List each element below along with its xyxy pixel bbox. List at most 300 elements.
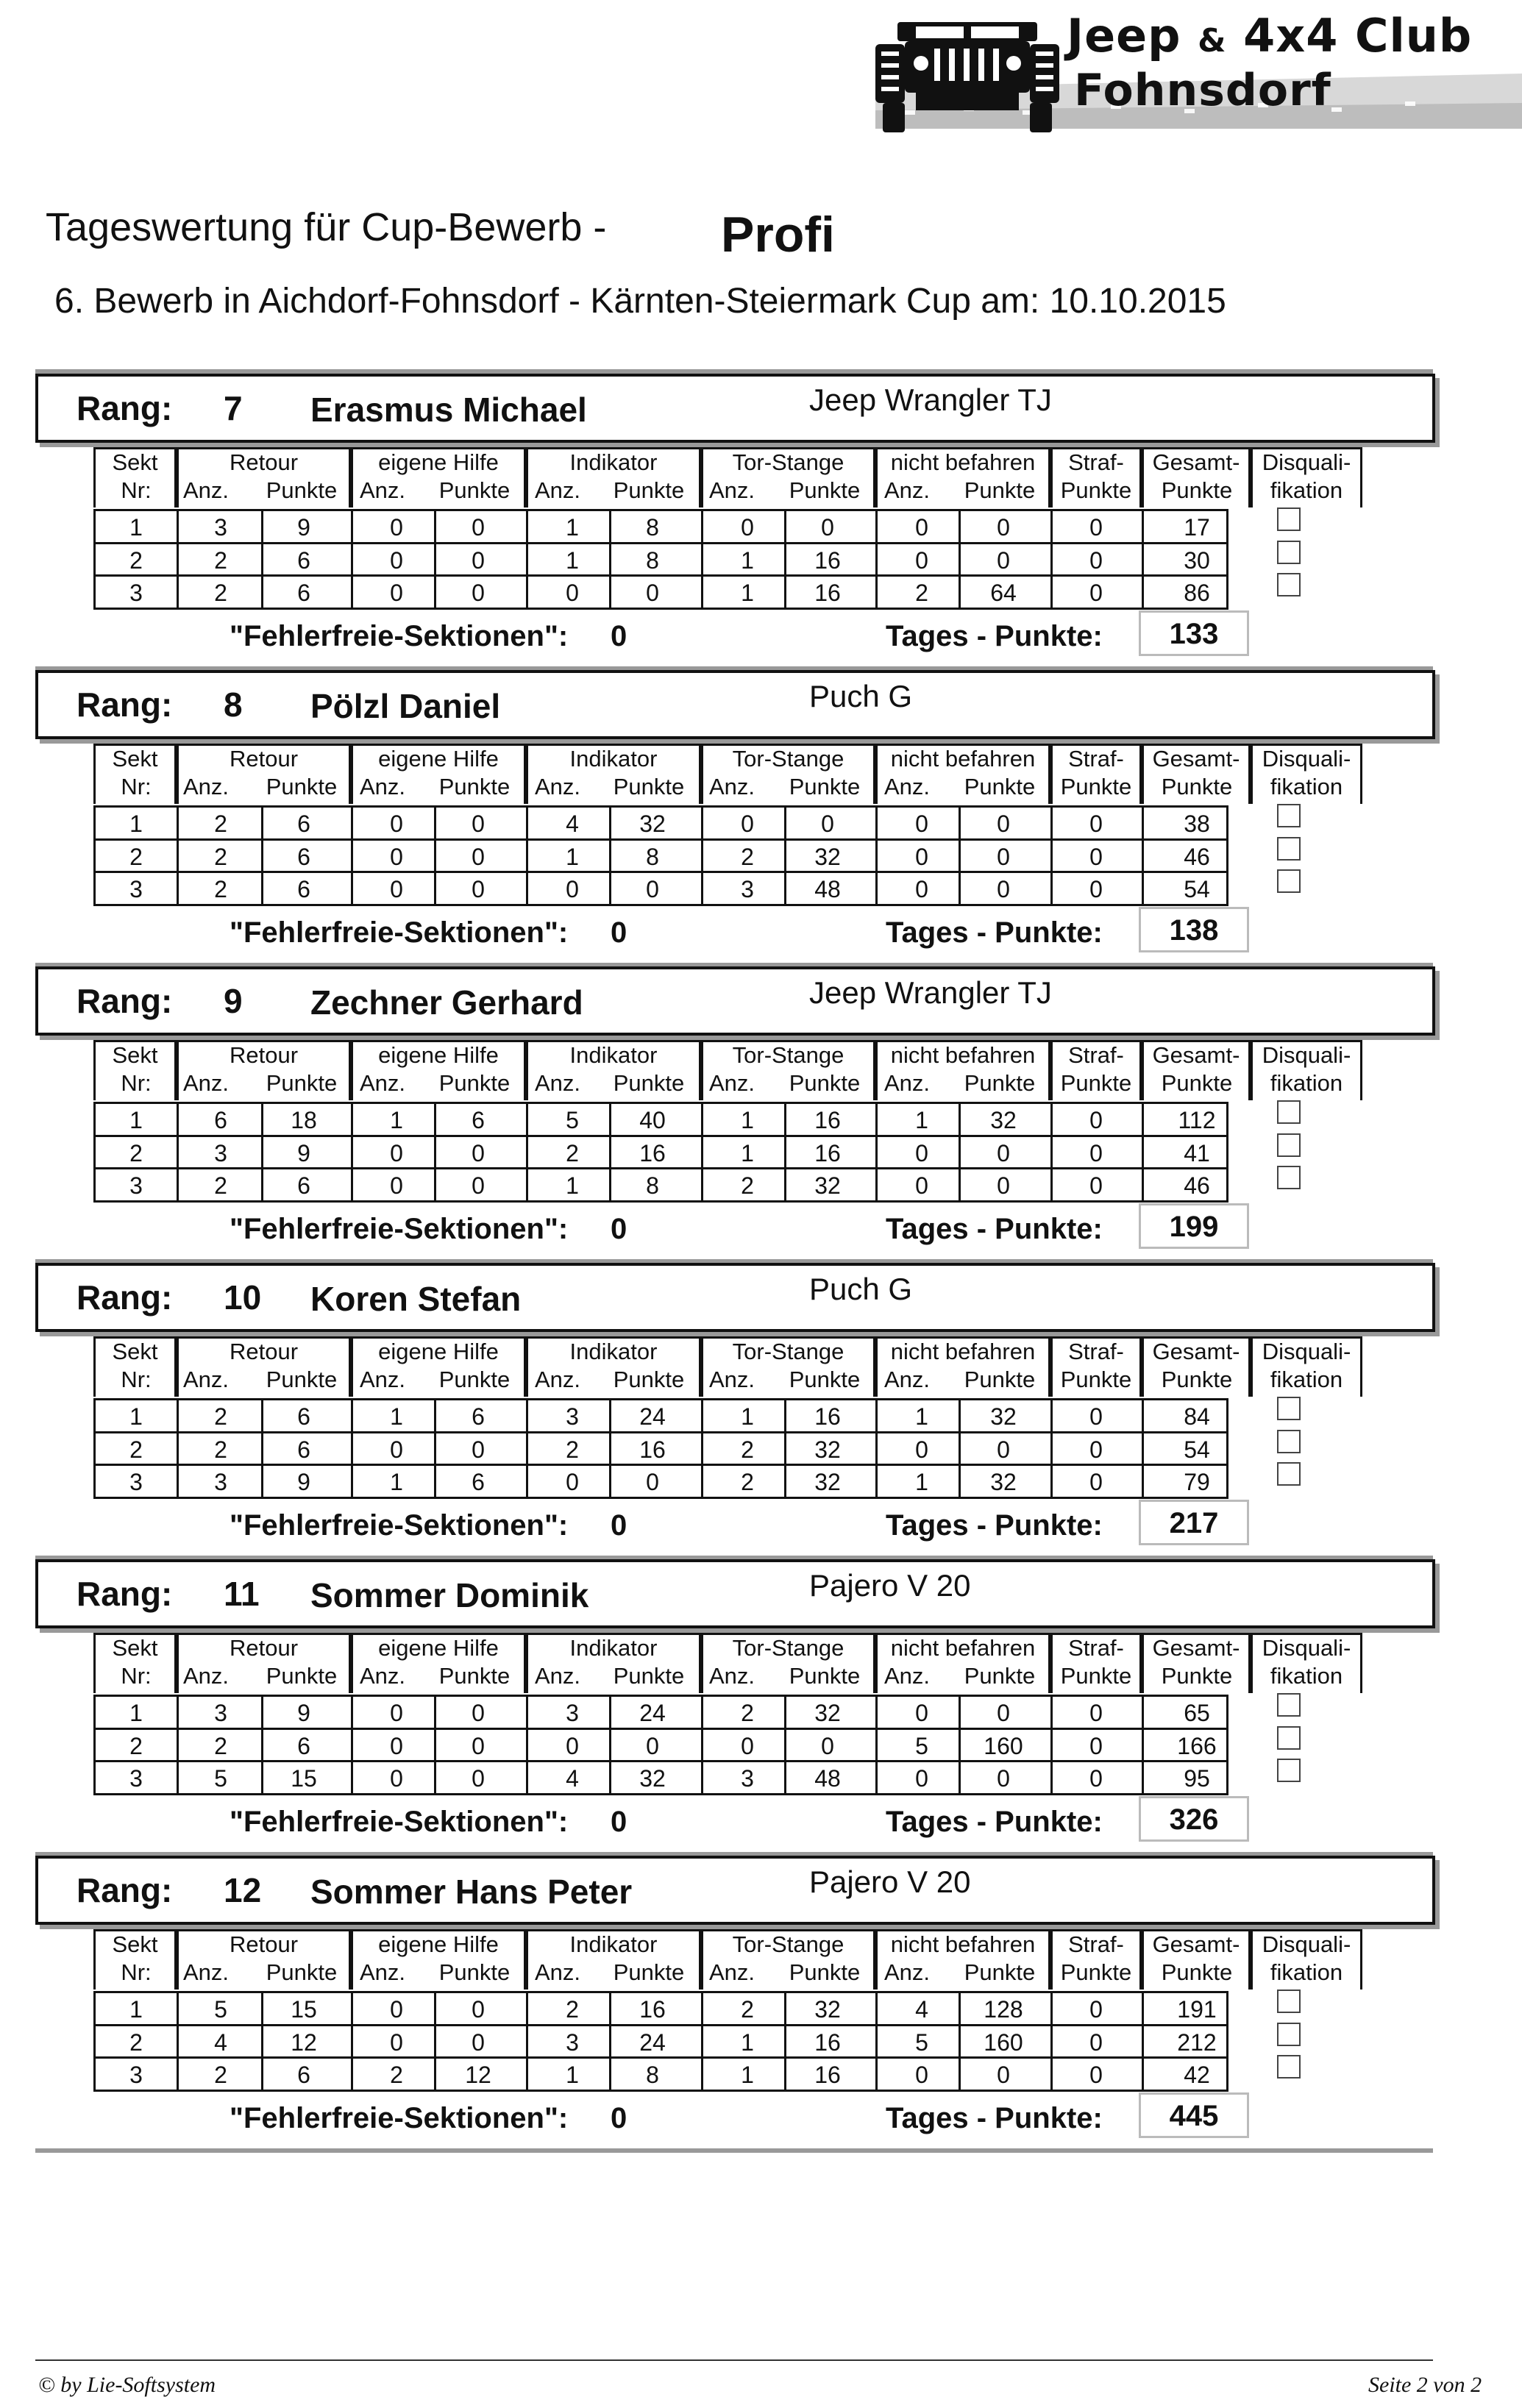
table-column-rule <box>351 1695 353 1795</box>
disqualification-checkbox[interactable] <box>1277 837 1301 861</box>
table-cell: 0 <box>997 514 1010 541</box>
table-cell: 0 <box>1089 580 1103 606</box>
column-subheader: Punkte <box>789 1367 861 1392</box>
table-cell: 3 <box>214 514 227 541</box>
table-cell: 0 <box>821 1733 834 1759</box>
table-cell: 0 <box>472 514 485 541</box>
column-subheader: Nr: <box>121 477 152 503</box>
column-group-header: Disquali- <box>1262 1931 1351 1957</box>
table-cell: 32 <box>639 811 666 837</box>
table-cell: 0 <box>821 811 834 837</box>
table-cell: 0 <box>915 1172 928 1199</box>
table-cell: 30 <box>1184 547 1210 574</box>
participant-header <box>35 374 1435 443</box>
table-cell: 2 <box>214 547 227 574</box>
table-cell: 1 <box>129 514 143 541</box>
table-cell: 0 <box>646 876 659 902</box>
table-cell: 1 <box>566 2062 579 2088</box>
tages-punkte-value: 217 <box>1139 1500 1249 1545</box>
table-cell: 0 <box>646 1469 659 1495</box>
table-rule <box>93 871 1226 873</box>
fehlerfreie-value: 0 <box>611 916 627 949</box>
table-cell: 16 <box>814 2062 841 2088</box>
column-subheader: Punkte <box>1060 1959 1132 1985</box>
column-subheader: Punkte <box>266 477 338 503</box>
table-cell: 1 <box>915 1107 928 1133</box>
column-subheader: Punkte <box>613 1663 685 1689</box>
table-cell: 191 <box>1177 1996 1217 2023</box>
fehlerfreie-value: 0 <box>611 2102 627 2134</box>
table-cell: 0 <box>915 1140 928 1166</box>
table-cell: 32 <box>990 1107 1017 1133</box>
table-cell: 2 <box>566 1436 579 1463</box>
disqualification-checkbox[interactable] <box>1277 1759 1301 1782</box>
tages-punkte-label: Tages - Punkte: <box>886 916 1103 949</box>
table-cell: 24 <box>639 1700 666 1726</box>
table-cell: 0 <box>566 876 579 902</box>
column-subheader: Punkte <box>438 1663 511 1689</box>
table-cell: 212 <box>1177 2029 1217 2056</box>
fehlerfreie-label: "Fehlerfreie-Sektionen": <box>230 1509 569 1542</box>
column-subheader: Punkte <box>964 774 1036 799</box>
table-cell: 6 <box>472 1403 485 1430</box>
table-cell: 64 <box>990 580 1017 606</box>
column-group-header: nicht befahren <box>890 1042 1036 1068</box>
column-group-header: Straf- <box>1068 1931 1124 1957</box>
participant-header <box>35 1263 1435 1332</box>
table-cell: 0 <box>1089 1765 1103 1792</box>
table-cell: 0 <box>741 811 754 837</box>
table-cell: 32 <box>639 1765 666 1792</box>
table-column-rule <box>526 509 528 610</box>
table-cell: 0 <box>472 1140 485 1166</box>
table-cell: 8 <box>646 2062 659 2088</box>
disqualification-checkbox[interactable] <box>1277 2023 1301 2046</box>
column-subheader: Anz. <box>182 774 230 799</box>
column-group-header: Retour <box>229 746 299 772</box>
table-cell: 4 <box>214 2029 227 2056</box>
disqualification-checkbox[interactable] <box>1277 1693 1301 1717</box>
table-cell: 1 <box>566 844 579 870</box>
table-cell: 16 <box>639 1140 666 1166</box>
column-subheader: Anz. <box>182 1070 230 1096</box>
table-cell: 1 <box>741 1107 754 1133</box>
rank-label: Rang: <box>77 1871 173 1909</box>
participant-block <box>0 1856 1522 2153</box>
column-group-header: Tor-Stange <box>732 1339 844 1364</box>
column-subheader: Punkte <box>613 477 685 503</box>
table-column-rule <box>1050 1695 1053 1795</box>
column-group-header: Retour <box>229 1339 299 1364</box>
column-group-header: eigene Hilfe <box>378 1931 499 1957</box>
table-column-rule <box>177 805 179 906</box>
table-column-rule <box>1142 1102 1144 1203</box>
column-subheader: Anz. <box>708 1070 755 1096</box>
table-cell: 0 <box>566 1469 579 1495</box>
column-subheader: Anz. <box>534 1367 581 1392</box>
column-subheader: Punkte <box>438 1367 511 1392</box>
driver-name: Sommer Dominik <box>310 1576 589 1614</box>
table-rule <box>93 805 1226 808</box>
column-subheader: Nr: <box>121 1070 152 1096</box>
table-cell: 3 <box>214 1140 227 1166</box>
column-group-header: Sekt <box>112 1931 158 1957</box>
fehlerfreie-label: "Fehlerfreie-Sektionen": <box>230 1806 569 1838</box>
table-column-rule <box>526 1991 528 2092</box>
table-cell: 112 <box>1178 1107 1216 1133</box>
table-column-rule <box>1050 1398 1053 1499</box>
table-cell: 0 <box>390 811 403 837</box>
logo-text-line1: Jeep & 4x4 Club <box>1067 9 1473 63</box>
table-cell: 17 <box>1184 514 1210 541</box>
table-cell: 1 <box>741 2029 754 2056</box>
table-cell: 2 <box>741 844 754 870</box>
category-title: Profi <box>721 207 835 263</box>
column-subheader: Punkte <box>789 774 861 799</box>
table-cell: 6 <box>297 1172 310 1199</box>
table-cell: 9 <box>297 1700 310 1726</box>
table-rule <box>93 1464 1226 1466</box>
table-cell: 32 <box>814 1700 841 1726</box>
table-cell: 0 <box>997 876 1010 902</box>
table-column-rule <box>1050 1991 1053 2092</box>
table-cell: 0 <box>1089 1733 1103 1759</box>
table-cell: 0 <box>472 1436 485 1463</box>
table-cell: 0 <box>1089 811 1103 837</box>
table-cell: 0 <box>1089 547 1103 574</box>
rank-value: 8 <box>224 685 243 724</box>
table-cell: 0 <box>741 1733 754 1759</box>
table-cell: 0 <box>472 580 485 606</box>
table-cell: 3 <box>741 876 754 902</box>
table-cell: 0 <box>1089 1996 1103 2023</box>
table-rule <box>93 2056 1226 2059</box>
table-cell: 0 <box>915 844 928 870</box>
table-column-rule <box>1142 509 1144 610</box>
table-cell: 2 <box>214 876 227 902</box>
table-rule <box>93 1135 1226 1137</box>
table-cell: 1 <box>129 1107 143 1133</box>
table-cell: 2 <box>129 1733 143 1759</box>
column-subheader: Punkte <box>1060 1663 1132 1689</box>
table-cell: 0 <box>646 1733 659 1759</box>
table-cell: 12 <box>291 2029 317 2056</box>
table-cell: 0 <box>997 844 1010 870</box>
column-subheader: fikation <box>1270 1070 1343 1096</box>
column-group-header: Straf- <box>1068 449 1124 475</box>
column-group-header: Gesamt- <box>1152 746 1240 772</box>
table-cell: 4 <box>566 811 579 837</box>
table-cell: 0 <box>821 514 834 541</box>
table-cell: 2 <box>214 844 227 870</box>
footer-divider <box>35 2359 1433 2361</box>
disqualification-checkbox[interactable] <box>1277 1397 1301 1420</box>
table-cell: 1 <box>129 811 143 837</box>
rank-value: 7 <box>224 389 243 427</box>
rank-value: 11 <box>224 1575 260 1613</box>
tages-punkte-label: Tages - Punkte: <box>886 2102 1103 2134</box>
table-cell: 0 <box>390 876 403 902</box>
table-cell: 0 <box>472 1172 485 1199</box>
table-cell: 2 <box>214 1403 227 1430</box>
driver-name: Erasmus Michael <box>310 391 587 429</box>
table-cell: 2 <box>129 844 143 870</box>
table-cell: 3 <box>214 1700 227 1726</box>
rank-value: 12 <box>224 1871 262 1909</box>
column-subheader: Punkte <box>789 1959 861 1985</box>
column-subheader: Anz. <box>182 1959 230 1985</box>
table-cell: 5 <box>214 1765 227 1792</box>
column-subheader: Punkte <box>1060 1367 1132 1392</box>
vehicle-name: Puch G <box>809 1272 913 1306</box>
column-subheader: Anz. <box>708 477 755 503</box>
table-cell: 1 <box>741 580 754 606</box>
table-cell: 2 <box>214 1172 227 1199</box>
table-cell: 2 <box>390 2062 403 2088</box>
column-group-header: Sekt <box>112 1042 158 1068</box>
column-group-header: Indikator <box>569 746 658 772</box>
vehicle-name: Jeep Wrangler TJ <box>809 975 1052 1010</box>
table-cell: 0 <box>997 1172 1010 1199</box>
table-cell: 0 <box>997 2062 1010 2088</box>
table-cell: 0 <box>390 1733 403 1759</box>
table-column-rule <box>177 1102 179 1203</box>
rank-label: Rang: <box>77 982 173 1020</box>
club-logo <box>875 0 1522 147</box>
table-cell: 1 <box>390 1107 403 1133</box>
column-group-header: Gesamt- <box>1152 449 1240 475</box>
table-column-rule <box>875 1991 878 2092</box>
participant-block <box>0 670 1522 967</box>
rank-label: Rang: <box>77 389 173 427</box>
vehicle-name: Pajero V 20 <box>809 1864 971 1899</box>
table-cell: 24 <box>639 2029 666 2056</box>
table-column-rule <box>701 1695 703 1795</box>
fehlerfreie-label: "Fehlerfreie-Sektionen": <box>230 620 569 652</box>
column-subheader: Punkte <box>964 477 1036 503</box>
table-rule <box>93 838 1226 841</box>
rank-label: Rang: <box>77 1575 173 1613</box>
table-cell: 3 <box>129 2062 143 2088</box>
column-subheader: Anz. <box>534 1663 581 1689</box>
table-cell: 2 <box>214 2062 227 2088</box>
table-cell: 1 <box>741 547 754 574</box>
table-rule <box>93 1167 1226 1169</box>
disqualification-checkbox[interactable] <box>1277 1430 1301 1453</box>
disqualification-checkbox[interactable] <box>1277 804 1301 827</box>
table-cell: 16 <box>814 1403 841 1430</box>
table-column-rule <box>1142 1991 1144 2092</box>
table-column-rule <box>351 805 353 906</box>
table-cell: 2 <box>129 547 143 574</box>
table-cell: 0 <box>915 1765 928 1792</box>
column-group-header: Retour <box>229 1635 299 1661</box>
column-subheader: Anz. <box>359 774 406 799</box>
table-column-rule <box>177 1991 179 2092</box>
table-column-rule <box>875 1398 878 1499</box>
table-cell: 16 <box>814 2029 841 2056</box>
column-group-header: Indikator <box>569 1931 658 1957</box>
table-cell: 24 <box>639 1403 666 1430</box>
table-cell: 1 <box>129 1700 143 1726</box>
disqualification-checkbox[interactable] <box>1277 1133 1301 1157</box>
table-rule <box>93 1497 1226 1499</box>
disqualification-checkbox[interactable] <box>1277 2055 1301 2078</box>
disqualification-checkbox[interactable] <box>1277 507 1301 531</box>
column-subheader: Nr: <box>121 774 152 799</box>
disqualification-checkbox[interactable] <box>1277 1990 1301 2013</box>
column-subheader: Anz. <box>708 1663 755 1689</box>
table-cell: 3 <box>129 876 143 902</box>
table-column-rule <box>526 1695 528 1795</box>
column-subheader: Punkte <box>964 1959 1036 1985</box>
table-cell: 8 <box>646 514 659 541</box>
table-cell: 0 <box>1089 1140 1103 1166</box>
vehicle-name: Pajero V 20 <box>809 1568 971 1603</box>
table-cell: 2 <box>741 1172 754 1199</box>
table-cell: 46 <box>1184 844 1210 870</box>
table-cell: 0 <box>997 811 1010 837</box>
disqualification-checkbox[interactable] <box>1277 1462 1301 1486</box>
table-cell: 15 <box>291 1996 317 2023</box>
table-cell: 1 <box>129 1996 143 2023</box>
driver-name: Zechner Gerhard <box>310 983 583 1022</box>
table-cell: 32 <box>814 1436 841 1463</box>
column-subheader: Anz. <box>708 1367 755 1392</box>
column-subheader: fikation <box>1270 477 1343 503</box>
column-subheader: Punkte <box>613 1959 685 1985</box>
table-cell: 1 <box>390 1469 403 1495</box>
column-group-header: Gesamt- <box>1152 1635 1240 1661</box>
table-cell: 0 <box>997 1436 1010 1463</box>
table-cell: 2 <box>566 1996 579 2023</box>
column-subheader: Punkte <box>266 774 338 799</box>
column-subheader: fikation <box>1270 1959 1343 1985</box>
table-column-rule <box>177 1695 179 1795</box>
table-cell: 54 <box>1184 1436 1210 1463</box>
disqualification-checkbox[interactable] <box>1277 1166 1301 1189</box>
table-cell: 32 <box>990 1403 1017 1430</box>
table-column-rule <box>875 509 878 610</box>
table-cell: 48 <box>814 876 841 902</box>
column-subheader: fikation <box>1270 1367 1343 1392</box>
table-cell: 1 <box>129 1403 143 1430</box>
disqualification-checkbox[interactable] <box>1277 869 1301 893</box>
disqualification-checkbox[interactable] <box>1277 573 1301 596</box>
table-cell: 6 <box>297 1733 310 1759</box>
table-cell: 0 <box>997 1140 1010 1166</box>
tages-punkte-label: Tages - Punkte: <box>886 1509 1103 1542</box>
column-subheader: Anz. <box>182 477 230 503</box>
table-cell: 0 <box>1089 2029 1103 2056</box>
participant-header <box>35 1559 1435 1628</box>
driver-name: Koren Stefan <box>310 1280 522 1318</box>
column-subheader: fikation <box>1270 774 1343 799</box>
table-cell: 16 <box>814 547 841 574</box>
disqualification-checkbox[interactable] <box>1277 1100 1301 1124</box>
column-group-header: Indikator <box>569 1042 658 1068</box>
column-subheader: Punkte <box>1161 1367 1233 1392</box>
tages-punkte-label: Tages - Punkte: <box>886 1213 1103 1245</box>
table-column-rule <box>875 805 878 906</box>
table-cell: 6 <box>472 1107 485 1133</box>
participant-block <box>0 1263 1522 1560</box>
table-cell: 0 <box>390 1140 403 1166</box>
participant-header <box>35 966 1435 1036</box>
table-rule <box>93 904 1226 906</box>
column-group-header: Straf- <box>1068 1042 1124 1068</box>
column-group-header: nicht befahren <box>890 1931 1036 1957</box>
table-cell: 1 <box>741 2062 754 2088</box>
column-subheader: Anz. <box>883 1070 931 1096</box>
table-cell: 32 <box>814 1469 841 1495</box>
fehlerfreie-label: "Fehlerfreie-Sektionen": <box>230 916 569 949</box>
table-column-rule <box>526 1102 528 1203</box>
fehlerfreie-value: 0 <box>611 1806 627 1838</box>
table-cell: 32 <box>990 1469 1017 1495</box>
table-cell: 6 <box>297 811 310 837</box>
table-cell: 0 <box>472 2029 485 2056</box>
column-subheader: Anz. <box>883 1663 931 1689</box>
table-cell: 0 <box>915 2062 928 2088</box>
tages-punkte-value: 326 <box>1139 1796 1249 1842</box>
disqualification-checkbox[interactable] <box>1277 541 1301 564</box>
column-group-header: Gesamt- <box>1152 1339 1240 1364</box>
column-group-header: Sekt <box>112 1339 158 1364</box>
table-cell: 3 <box>741 1765 754 1792</box>
table-column-rule <box>351 1398 353 1499</box>
tages-punkte-label: Tages - Punkte: <box>886 1806 1103 1838</box>
table-cell: 79 <box>1184 1469 1210 1495</box>
table-cell: 0 <box>472 811 485 837</box>
table-column-rule <box>701 805 703 906</box>
table-cell: 4 <box>915 1996 928 2023</box>
table-column-rule <box>1142 805 1144 906</box>
footer-page-number: Seite 2 von 2 <box>1368 2373 1482 2397</box>
table-cell: 0 <box>915 876 928 902</box>
column-subheader: Nr: <box>121 1959 152 1985</box>
column-group-header: nicht befahren <box>890 1635 1036 1661</box>
disqualification-checkbox[interactable] <box>1277 1726 1301 1750</box>
table-cell: 84 <box>1184 1403 1210 1430</box>
table-cell: 0 <box>1089 1403 1103 1430</box>
column-subheader: Punkte <box>789 1663 861 1689</box>
table-cell: 0 <box>390 2029 403 2056</box>
table-cell: 16 <box>814 1107 841 1133</box>
fehlerfreie-value: 0 <box>611 1509 627 1542</box>
table-cell: 8 <box>646 547 659 574</box>
table-rule <box>93 1793 1226 1795</box>
column-group-header: nicht befahren <box>890 449 1036 475</box>
column-subheader: Punkte <box>438 1959 511 1985</box>
column-group-header: Indikator <box>569 1635 658 1661</box>
column-subheader: Anz. <box>883 1367 931 1392</box>
table-cell: 0 <box>915 1700 928 1726</box>
column-subheader: Punkte <box>789 1070 861 1096</box>
table-cell: 160 <box>984 1733 1023 1759</box>
column-group-header: Sekt <box>112 746 158 772</box>
table-cell: 160 <box>984 2029 1023 2056</box>
tages-punkte-value: 445 <box>1139 2092 1249 2138</box>
fehlerfreie-label: "Fehlerfreie-Sektionen": <box>230 2102 569 2134</box>
column-subheader: Nr: <box>121 1367 152 1392</box>
table-cell: 0 <box>390 514 403 541</box>
table-cell: 2 <box>214 1436 227 1463</box>
column-subheader: Anz. <box>883 1959 931 1985</box>
table-cell: 0 <box>390 580 403 606</box>
column-group-header: nicht befahren <box>890 1339 1036 1364</box>
column-group-header: eigene Hilfe <box>378 449 499 475</box>
